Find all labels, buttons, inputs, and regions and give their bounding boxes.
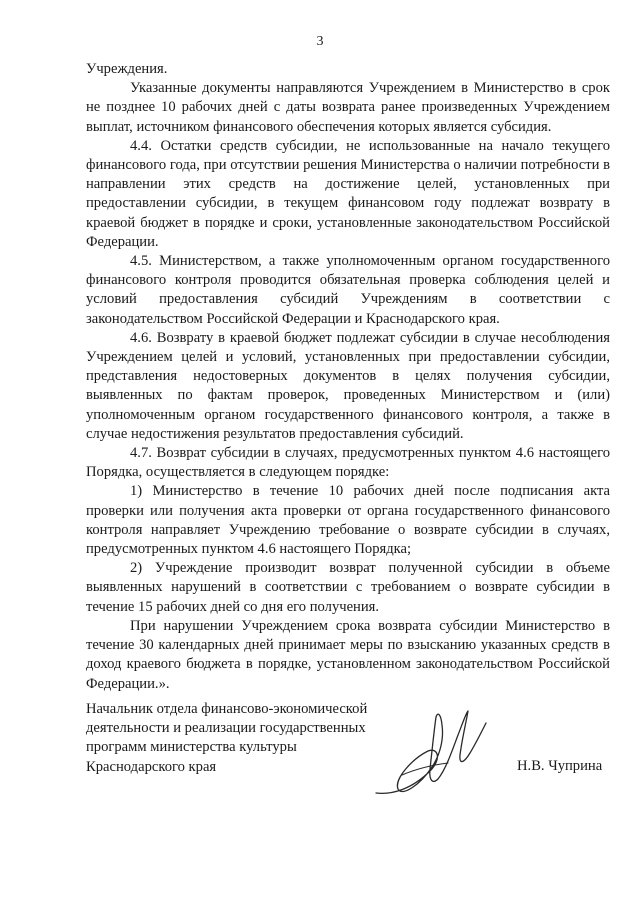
signatory-position-line: Краснодарского края — [86, 758, 217, 775]
paragraph-4-7: 4.7. Возврат субсидии в случаях, предусмотренных пунктом 4.6 настоящего Порядка, осуществляется в следующем порядке: — [86, 445, 610, 481]
paragraph-continuation: Учреждения. — [86, 61, 168, 77]
document-body — [86, 60, 610, 694]
paragraph-4-5: 4.5. Министерством, а также уполномоченным органом государственного финансового контроля проводится обязательная проверка соблюдения целей и условий предоставления субсидий Учреждениям в соответствии с законодательством Российской Федерации и Краснодарского края. — [86, 253, 610, 327]
signatory-position — [86, 700, 396, 777]
paragraph-4-4: 4.4. Остатки средств субсидии, не использованные на начало текущего финансового года, при отсутствии решения Министерства о наличии потребности в направлении этих средств на достижение целей, установленных при предоставлении субсидии, в текущем финансовом году подлежат возврату в краевой бюджет в порядке и сроки, установленные законодательством Российской Федерации. — [86, 137, 610, 250]
paragraph-4-7-item-1: 1) Министерство в течение 10 рабочих дней после подписания акта проверки или получения акта проверки от органа государственного финансового контроля направляет Учреждению требование о возврате субсидии в случаях, предусмотренных пунктом 4.6 настоящего Порядка; — [86, 483, 610, 558]
signatory-position-line: программ министерства культуры — [86, 739, 297, 756]
paragraph-4-7-item-2: 2) Учреждение производит возврат полученной субсидии в объеме выявленных нарушений в соответствии с требованием о возврате субсидии в течение 15 рабочих дней со дня его получения. — [86, 560, 610, 615]
signatory-name: Н.В. Чуприна — [517, 758, 603, 774]
handwritten-signature — [372, 705, 490, 805]
page-number: 3 — [316, 34, 324, 49]
signatory-position-line: деятельности и реализации государственных — [86, 720, 366, 737]
signatory-position-line: Начальник отдела финансово-экономической — [86, 701, 368, 717]
paragraph-4-6: 4.6. Возврату в краевой бюджет подлежат субсидии в случае несоблюдения Учреждением целей и условий, установленных при предоставлении субсидии, представления недостоверных документов в целях получения субсидии, выявленных по фактам проверок, проведенных Министерством и (или) уполномоченным органом государственного финансового контроля, а также в случае недостижения результатов предоставления субсидий. — [86, 329, 610, 442]
paragraph-documents-submission: Указанные документы направляются Учреждением в Министерство в срок не позднее 10 рабочих дней с даты возврата ранее произведенных Учреждением выплат, источником финансового обеспечения которых является субсидия. — [86, 80, 610, 135]
paragraph-violation-term: При нарушении Учреждением срока возврата субсидии Министерство в течение 30 календарных дней принимает меры по взысканию указанных средств в доход краевого бюджета в порядке, установленном законодательством Российской Федерации.». — [86, 617, 610, 692]
